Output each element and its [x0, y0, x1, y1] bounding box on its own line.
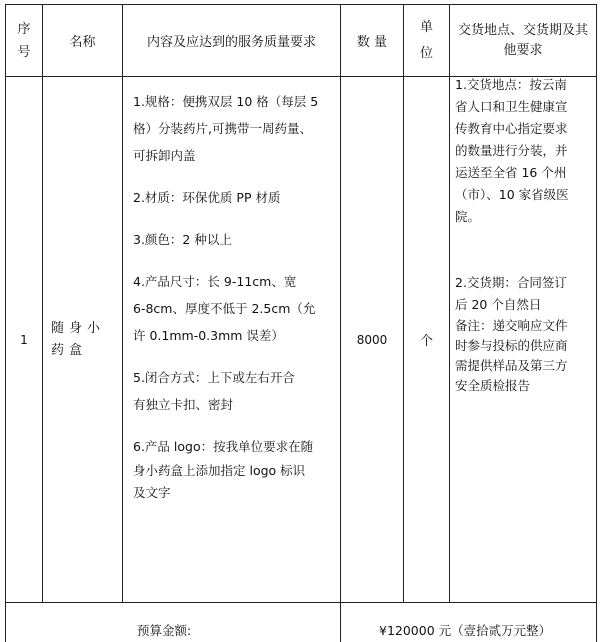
content-line: 6-8cm、厚度不低于 2.5cm（允 — [133, 301, 316, 316]
header-delivery: 交货地点、交货期及其他要求 — [457, 22, 588, 58]
header-content: 内容及应达到的服务质量要求 — [146, 35, 316, 50]
procurement-table — [5, 4, 597, 642]
col-divider-2 — [122, 4, 123, 602]
content-line: 6.产品 logo：按我单位要求在随 — [133, 439, 314, 454]
delivery-line: 需提供样品及第三方 — [455, 358, 568, 373]
content-line: 5.闭合方式：上下或左右开合 — [133, 370, 295, 385]
col-divider-1 — [42, 4, 43, 602]
content-line: 身小药盒上添加指定 logo 标识 — [133, 463, 306, 478]
content-line: 许 0.1mm-0.3mm 误差） — [133, 328, 284, 343]
col-divider-5 — [449, 4, 450, 602]
delivery-line: 的数量进行分装，并 — [455, 143, 568, 158]
header-seq: 序号 — [17, 21, 31, 60]
row-quantity: 8000 — [356, 332, 388, 347]
delivery-line: （市）、10 家省级医 — [455, 187, 569, 202]
content-line: 格）分装药片,可携带一周药量、 — [133, 121, 312, 136]
row-content — [133, 88, 338, 504]
delivery-line: 安全质检报告 — [455, 378, 531, 393]
header-name: 名称 — [69, 35, 96, 50]
row-seq: 1 — [20, 332, 28, 347]
content-line: 4.产品尺寸：长 9-11cm、宽 — [133, 274, 297, 289]
row-name: 随身小药盒 — [51, 321, 106, 358]
content-line: 1.规格：便携双层 10 格（每层 5 — [133, 94, 319, 109]
border-right — [596, 4, 597, 642]
delivery-line: 2.交货期：合同签订 — [455, 275, 567, 290]
delivery-line: 备注：递交响应文件 — [455, 318, 568, 333]
delivery-line: 传教育中心指定要求 — [455, 121, 568, 136]
content-line: 2.材质：环保优质 PP 材质 — [133, 190, 281, 205]
content-line: 可拆卸内盖 — [133, 148, 196, 163]
row-bottom-line — [5, 602, 597, 603]
header-unit: 单位 — [419, 19, 433, 61]
row-delivery — [455, 74, 595, 396]
delivery-line: 后 20 个自然日 — [455, 297, 542, 312]
delivery-line: 时参与投标的供应商 — [455, 338, 568, 353]
content-line: 有独立卡扣、密封 — [133, 397, 234, 412]
budget-value: ¥120000 元（壹拾贰万元整） — [379, 623, 552, 638]
row-unit: 个 — [419, 334, 433, 349]
budget-label: 预算金额: — [137, 623, 192, 638]
delivery-line: 省人口和卫生健康宣 — [455, 99, 568, 114]
content-line: 3.颜色：2 种以上 — [133, 232, 232, 247]
delivery-line: 院。 — [455, 209, 481, 224]
content-line: 及文字 — [133, 485, 171, 500]
delivery-line: 运送至全省 16 个州 — [455, 165, 567, 180]
delivery-line: 1.交货地点：按云南 — [455, 77, 567, 92]
header-quantity: 数 量 — [356, 35, 388, 50]
